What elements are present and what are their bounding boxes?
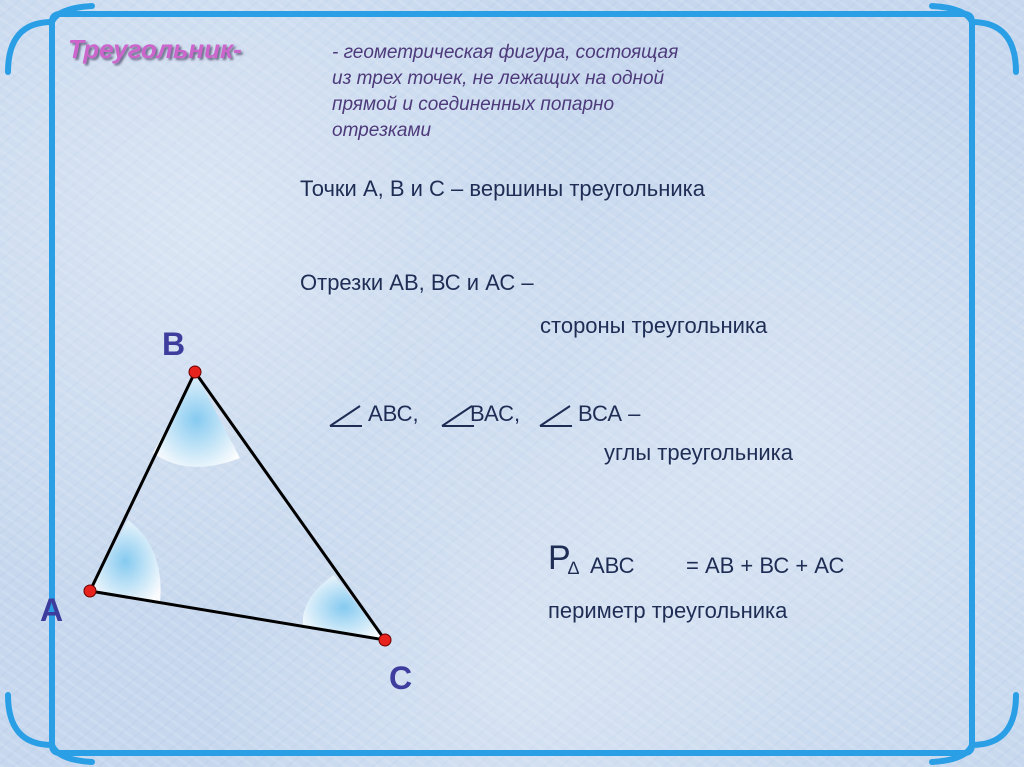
vertices-statement: Точки А, В и С – вершины треугольника — [300, 176, 705, 201]
definition-line: из трех точек, не лежащих на одной — [332, 68, 665, 89]
angle-name-bca: ВСА – — [578, 401, 641, 426]
perimeter-caption: периметр треугольника — [548, 598, 788, 623]
angles-caption: углы треугольника — [604, 440, 793, 465]
sides-caption: стороны треугольника — [540, 313, 768, 338]
vertex-point-c — [379, 634, 391, 646]
perimeter-formula: = АВ + ВС + АС — [686, 553, 845, 578]
definition-line: отрезками — [332, 120, 432, 141]
definition-line: - геометрическая фигура, состоящая — [332, 42, 679, 63]
definition-term: Треугольник- — [68, 34, 242, 64]
vertex-label-a: А — [40, 592, 64, 628]
angle-name-bac: ВАС, — [470, 401, 521, 426]
sides-statement: Отрезки АВ, ВС и АС – — [300, 270, 534, 295]
perimeter-symbol: Р — [548, 539, 571, 577]
perimeter-name: АВС — [590, 553, 635, 578]
angle-fill-a — [90, 520, 161, 603]
angle-name-abc: АВС, — [368, 401, 419, 426]
vertex-label-b: В — [162, 326, 186, 362]
vertex-point-a — [84, 585, 96, 597]
definition-line: прямой и соединенных попарно — [332, 94, 615, 115]
triangle-mark-icon: ∆ — [568, 558, 580, 578]
side-bc — [195, 372, 385, 640]
vertex-label-c: С — [389, 660, 413, 696]
vertex-point-b — [189, 366, 201, 378]
angle-fill-c — [303, 575, 385, 640]
